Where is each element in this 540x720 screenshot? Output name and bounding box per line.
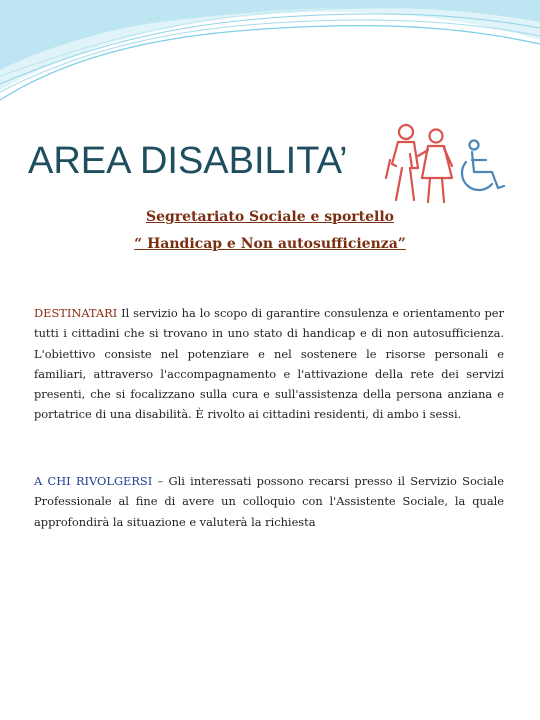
- destinatari-text: Il servizio ha lo scopo di garantire consulenza e orientamento per tutti i cittadini che si trovano in uno stato di handicap e di non autosufficienza. L'obiettivo consiste nel potenziare e nel sostenere le risorse personali e familiari, attraverso l'accompagnamento e l'attivazione della rete dei servizi presenti, che si focalizzano sulla cura e sull'assistenza della persona anziana e portatrice di una disabilità. È rivolto ai cittadini residenti, di ambo i sessi.: [34, 306, 504, 422]
- a-chi-rivolgersi-label: A CHI RIVOLGERSI –: [34, 474, 169, 488]
- a-chi-rivolgersi-text: Gli interessati possono recarsi presso il Servizio Sociale Professionale al fine di avere un colloquio con l'Assistente Sociale, la quale approfondirà la situazione e valuterà la richiesta: [34, 474, 504, 529]
- a-chi-rivolgersi-paragraph: [34, 471, 504, 532]
- destinatari-paragraph: [34, 303, 504, 425]
- page-title: AREA DISABILITA’: [28, 140, 348, 182]
- wheelchair-icon: [452, 138, 512, 198]
- people-walking-icon: [382, 120, 460, 206]
- destinatari-label: DESTINATARI: [34, 306, 122, 320]
- wave-header-decoration: [0, 0, 540, 110]
- subtitle-line-2: “ Handicap e Non autosufficienza”: [134, 236, 406, 252]
- subtitle-line-1: Segretariato Sociale e sportello: [145, 209, 395, 225]
